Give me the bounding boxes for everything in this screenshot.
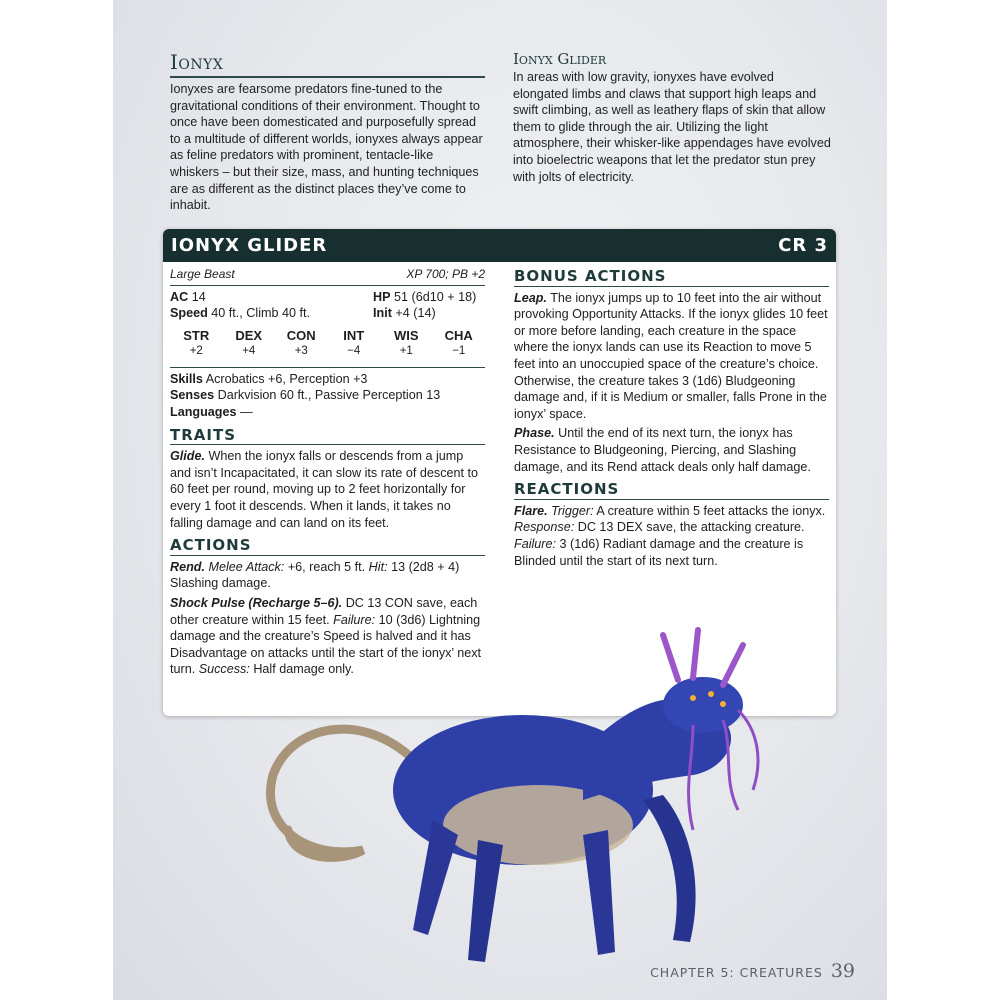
- challenge-rating: CR 3: [778, 235, 828, 256]
- senses: Senses Darkvision 60 ft., Passive Perception 13: [170, 388, 441, 403]
- divider: [170, 285, 485, 286]
- armor-class: AC 14: [170, 289, 206, 304]
- ability-str: STR +2: [183, 327, 210, 357]
- action-rend: Rend. Melee Attack: +6, reach 5 ft. Hit: 13 (2d8 + 4) Slashing damage.: [170, 559, 460, 591]
- reaction-flare: Flare. Trigger: A creature within 5 feet attacks the ionyx. Response: DC 13 DEX save, the attacking creature. Failure: 3 (1d6) Radiant damage and the creature is Blinded until the start of its next turn.: [514, 503, 826, 568]
- section-title: Ionyx: [170, 50, 485, 78]
- initiative: Init +4 (14): [373, 306, 436, 321]
- xp-pb: XP 700; PB +2: [406, 267, 485, 281]
- trait-glide: Glide. When the ionyx falls or descends from a jump and isn’t Incapacitated, it can slow its rate of descent to 60 feet per round, moving up to 2 feet horizontally for every 1 foot it descends. When it lands, it takes no falling damage and can land on its feet.: [170, 449, 479, 530]
- ionyx-intro: [170, 50, 485, 214]
- book-page: [113, 0, 887, 1000]
- speed: Speed 40 ft., Climb 40 ft.: [170, 306, 310, 321]
- bonus-actions-heading: BONUS ACTIONS: [514, 268, 829, 287]
- glider-intro-text: In areas with low gravity, ionyxes have evolved elongated limbs and claws that support high leaps and swift climbing, as well as leathery flaps of skin that allow them to glide through the air. Utilizing the light atmosphere, their whisker-like appendages have evolved into bioelectric weapons that let the predator stun prey with jolts of electricity.: [513, 70, 831, 184]
- reactions-heading: REACTIONS: [514, 481, 829, 500]
- divider: [170, 367, 485, 368]
- ability-int: INT −4: [343, 327, 365, 357]
- languages: Languages —: [170, 404, 253, 419]
- page-footer: [650, 960, 855, 982]
- action-shock-pulse: Shock Pulse (Recharge 5–6). DC 13 CON save, each other creature within 15 feet. Failure: 10 (3d6) Lightning damage and the creature’s Speed is halved and it has Disadvantage on attacks until the start of the ionyx’ next turn. Success: Half damage only.: [170, 595, 482, 677]
- chapter-label: CHAPTER 5: CREATURES: [650, 965, 823, 980]
- ability-wis: WIS +1: [393, 327, 419, 357]
- ionyx-glider-illustration: [253, 600, 773, 980]
- ability-cha: CHA −1: [444, 327, 473, 357]
- ability-scores: [170, 322, 485, 365]
- creature-name: IONYX GLIDER: [171, 235, 328, 256]
- subsection-title: Ionyx Glider: [513, 50, 607, 68]
- ability-dex: DEX +4: [235, 327, 263, 357]
- actions-heading: ACTIONS: [170, 537, 485, 556]
- glider-intro: [513, 50, 831, 185]
- ability-con: CON +3: [286, 327, 316, 357]
- stat-block-right-column: [514, 266, 829, 572]
- creature-type: Large Beast: [170, 267, 235, 281]
- bonus-action-phase: Phase. Until the end of its next turn, the ionyx has Resistance to Bludgeoning, Piercing, and Slashing damage, and its Rend attack deals only half damage.: [514, 426, 811, 474]
- stat-block-header: [163, 229, 836, 262]
- hit-points: HP 51 (6d10 + 18): [373, 289, 477, 304]
- bonus-action-leap: Leap. The ionyx jumps up to 10 feet into the air without provoking Opportunity Attacks. If the ionyx glides 10 feet or more before landing, each creature in the space where the ionyx lands can use its Reaction to move 5 feet into an unoccupied space of the creature’s choice. Otherwise, the creature takes 3 (1d6) Bludgeoning damage and, if it is Medium or smaller, falls Prone in the ionyx’ space.: [514, 290, 828, 421]
- page-number: 39: [830, 960, 855, 982]
- intro-text: Ionyxes are fearsome predators fine-tuned to the gravitational conditions of their environment. Thought to once have been domesticated and purposefully spread to a multitude of different worlds, ionyxes always appear as feline predators with prominent, tentacle-like whiskers – but their size, mass, and hunting techniques are as different as the distinct places they’ve come to inhabit.: [170, 82, 483, 213]
- traits-heading: TRAITS: [170, 427, 485, 446]
- skills: Skills Acrobatics +6, Perception +3: [170, 371, 368, 386]
